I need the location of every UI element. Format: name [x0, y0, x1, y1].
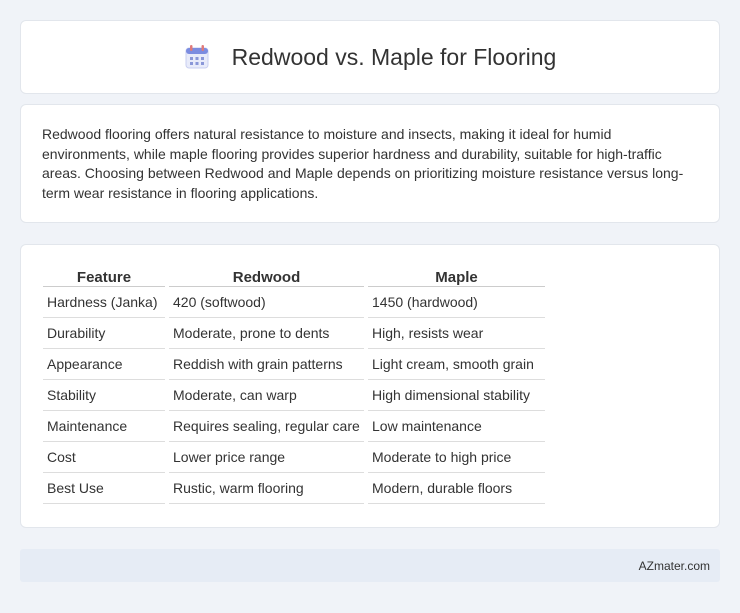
- maple-cell: Moderate to high price: [368, 442, 545, 473]
- table-row: [43, 442, 545, 473]
- title-card: [20, 20, 720, 94]
- feature-cell: Hardness (Janka): [43, 287, 165, 318]
- redwood-cell: Requires sealing, regular care: [169, 411, 364, 442]
- table-row: [43, 411, 545, 442]
- intro-card: [20, 104, 720, 223]
- header-maple: Maple: [368, 267, 545, 287]
- maple-cell: Modern, durable floors: [368, 473, 545, 504]
- table-row: [43, 349, 545, 380]
- comparison-card: [20, 244, 720, 528]
- calendar-icon: [184, 44, 210, 70]
- intro-text: Redwood flooring offers natural resistance to moisture and insects, making it ideal for humid environments, while maple flooring provides superior hardness and durability, suitable for high-traffic areas. Choosing between Redwood and Maple depends on prioritizing moisture resistance versus long-term wear resistance in flooring applications.: [42, 126, 684, 201]
- page-title: Redwood vs. Maple for Flooring: [231, 43, 557, 70]
- table-row: [43, 380, 545, 411]
- redwood-cell: Reddish with grain patterns: [169, 349, 364, 380]
- header-redwood: Redwood: [169, 267, 364, 287]
- feature-cell: Stability: [43, 380, 165, 411]
- redwood-cell: Lower price range: [169, 442, 364, 473]
- table-header-row: [43, 267, 545, 287]
- maple-cell: 1450 (hardwood): [368, 287, 545, 318]
- maple-cell: High, resists wear: [368, 318, 545, 349]
- header-feature: Feature: [43, 267, 165, 287]
- table-row: [43, 287, 545, 318]
- feature-cell: Maintenance: [43, 411, 165, 442]
- maple-cell: Low maintenance: [368, 411, 545, 442]
- footer-bar: [20, 549, 720, 582]
- feature-cell: Durability: [43, 318, 165, 349]
- table-row: [43, 318, 545, 349]
- feature-cell: Cost: [43, 442, 165, 473]
- maple-cell: High dimensional stability: [368, 380, 545, 411]
- maple-cell: Light cream, smooth grain: [368, 349, 545, 380]
- feature-cell: Best Use: [43, 473, 165, 504]
- footer-site-link[interactable]: AZmater.com: [638, 558, 710, 573]
- redwood-cell: Moderate, can warp: [169, 380, 364, 411]
- redwood-cell: Moderate, prone to dents: [169, 318, 364, 349]
- comparison-table: [39, 267, 549, 504]
- table-row: [43, 473, 545, 504]
- feature-cell: Appearance: [43, 349, 165, 380]
- redwood-cell: Rustic, warm flooring: [169, 473, 364, 504]
- redwood-cell: 420 (softwood): [169, 287, 364, 318]
